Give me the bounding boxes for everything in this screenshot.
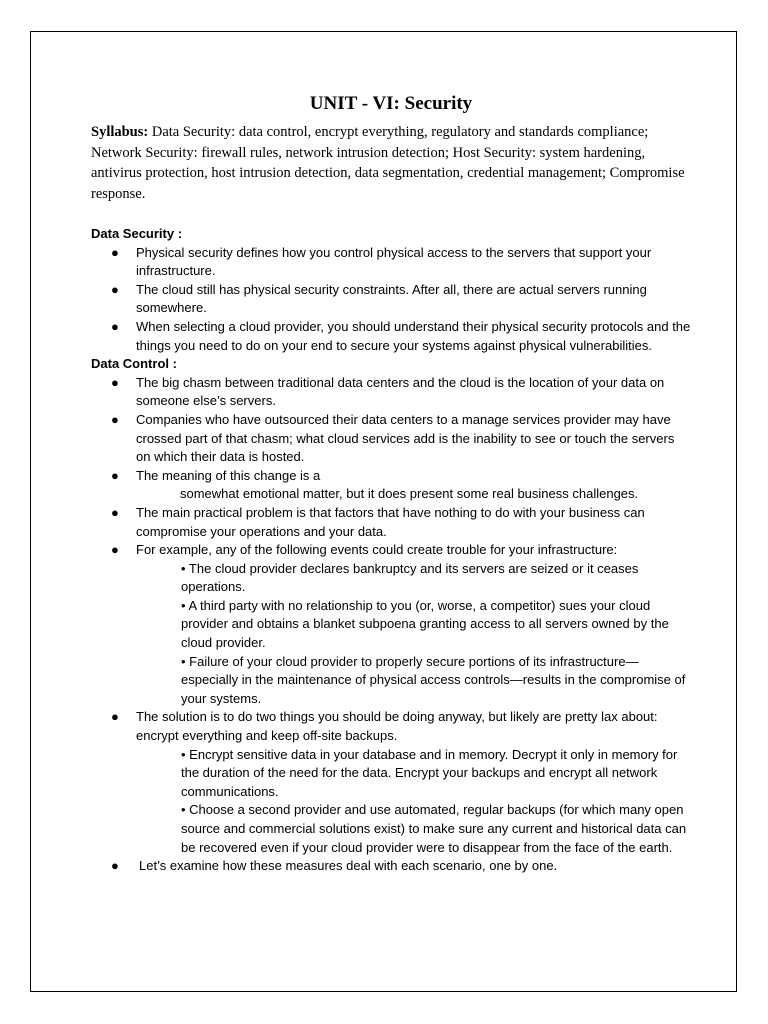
list-item-text: Companies who have outsourced their data centers to a manage services provider may have crossed part of that chasm; what cloud services add is the inability to see or touch the servers on which their data is hosted. [136, 411, 675, 465]
list-item-text: The meaning of this change is a [136, 467, 321, 483]
sub-item: • A third party with no relationship to you (or, worse, a competitor) sues your cloud provider and obtains a blanket subpoena granting access to all servers owned by the cloud provider. [181, 597, 669, 651]
list-item [91, 281, 691, 318]
syllabus-paragraph [91, 122, 691, 204]
bullet-icon: ● [111, 858, 119, 874]
list-item-text: When selecting a cloud provider, you should understand their physical security protocols and the things you need to do on your end to secure your systems against physical vulnerabilities. [136, 318, 691, 353]
list-item [91, 708, 691, 857]
bullet-icon: ● [111, 411, 119, 427]
bullet-icon: ● [111, 281, 119, 297]
list-item-continuation: somewhat emotional matter, but it does present some real business challenges. [180, 486, 639, 502]
syllabus-text: Data Security: data control, encrypt everything, regulatory and standards compliance; Network Security: firewall rules, network intrusion detection; Host Security: system hardening, antivirus protection, host intrusion detection, data segmentation, credential management; Compromise response. [91, 124, 685, 202]
data-control-list [91, 374, 691, 876]
syllabus-label: Syllabus: [91, 124, 149, 140]
list-item-text: Let’s examine how these measures deal with each scenario, one by one. [139, 858, 558, 874]
bullet-icon: ● [111, 244, 119, 260]
document-title: UNIT - VI: Security [309, 93, 473, 114]
data-security-list [91, 244, 691, 356]
data-security-heading: Data Security : [91, 226, 183, 241]
list-item [91, 318, 691, 355]
list-item [91, 411, 691, 467]
list-item [91, 467, 691, 504]
sub-item: • Choose a second provider and use automated, regular backups (for which many open source and commercial solutions exist) to make sure any current and historical data can be recovered even if your cloud provider were to disappear from the face of the earth. [181, 802, 687, 855]
list-item [91, 541, 691, 708]
bullet-icon: ● [111, 318, 119, 334]
bullet-icon: ● [111, 709, 119, 725]
list-item-text: The solution is to do two things you should be doing anyway, but likely are pretty lax about: encrypt everything and keep off-site backups. [136, 709, 658, 744]
bullet-icon: ● [111, 374, 119, 390]
bullet-icon: ● [111, 467, 119, 483]
list-item [91, 504, 691, 541]
list-item-text: The main practical problem is that factors that have nothing to do with your business can compromise your operations and your data. [136, 504, 645, 539]
list-item-text: Physical security defines how you control physical access to the servers that support your infrastructure. [136, 244, 652, 279]
sub-item: • Failure of your cloud provider to properly secure portions of its infrastructure—especially in the maintenance of physical access controls—results in the compromise of your systems. [181, 653, 686, 706]
data-control-heading: Data Control : [91, 356, 177, 372]
bullet-icon: ● [111, 504, 119, 520]
list-item-text: The cloud still has physical security constraints. After all, there are actual servers running somewhere. [136, 281, 647, 316]
sub-item: • The cloud provider declares bankruptcy and its servers are seized or it ceases operations. [181, 560, 639, 595]
bullet-icon: ● [111, 542, 119, 558]
list-item-text: For example, any of the following events could create trouble for your infrastructure: [136, 542, 618, 558]
list-item [91, 857, 691, 876]
list-item-text: The big chasm between traditional data centers and the cloud is the location of your data on someone else’s servers. [136, 374, 665, 409]
list-item [91, 374, 691, 411]
sub-item: • Encrypt sensitive data in your database and in memory. Decrypt it only in memory for the duration of the need for the data. Encrypt your backups and encrypt all network communications. [181, 746, 678, 799]
document-body [91, 92, 691, 876]
list-item [91, 244, 691, 281]
